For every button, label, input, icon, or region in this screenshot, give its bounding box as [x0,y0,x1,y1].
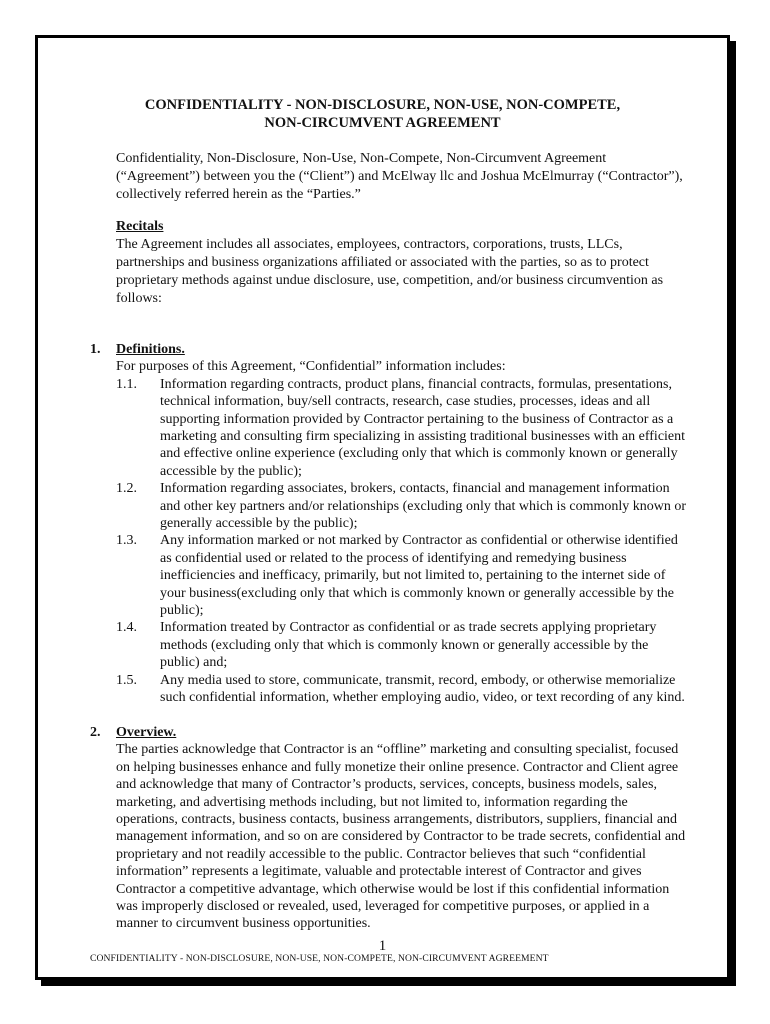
item-text: Information regarding contracts, product plans, financial contracts, formulas, presentations, technical information, buy/sell contracts, research, case studies, processes, ideas and all supporting information provided by Contractor pertaining to the business of Contractor as a marketing and consulting firm specializing in assisting traditional businesses with an efficient and effective online experience (excluding only that which is commonly known or generally accessible by the public); [160,376,686,479]
item-number: 1.2. [116,481,137,497]
page-number: 1 [378,938,387,954]
item-text: Any information marked or not marked by Contractor as confidential or otherwise identified as confidential used or related to the process of identifying and remedying business inefficiencies and inefficacy, primarily, but not limited to, pertaining to the internet side of your business(excluding only that which is commonly known or generally accessible by the public); [160,533,678,619]
list-item [116,672,688,707]
recitals-text: The Agreement includes all associates, employees, contractors, corporations, trusts, LLCs, partnerships and business organizations affiliated or associated with the parties, so as to protect proprietary methods against undue disclosure, use, competition, and/or business circumvention as follows: [116,237,664,306]
item-number: 1.4. [116,620,137,636]
intro-paragraph: Confidentiality, Non-Disclosure, Non-Use, Non-Compete, Non-Circumvent Agreement (“Agreement”) between you the (“Client”) and McElway llc and Joshua McElmurray (“Contractor”), collectively referred herein as the “Parties.” [116,151,683,202]
recitals-heading: Recitals [116,219,164,234]
item-number: 1.3. [116,533,137,549]
section-number: 2. [90,725,101,740]
section-number: 1. [90,342,101,357]
list-item [116,480,688,532]
section-body: The parties acknowledge that Contractor is an “offline” marketing and consulting specialist, focused on helping businesses enhance and fully monetize their online presence. Contractor and Client agree and acknowledge that many of Contractor’s products, services, concepts, business models, sales, marketing, and advertising methods including, but not limited to, information regarding the operations, contracts, business contacts, business arrangements, distributors, suppliers, financial and management information, and so on are considered by Contractor to be trade secrets, confidential and proprietary and not readily accessible to the public. Contractor believes that such “confidential information” represents a legitimate, valuable and protectable interest of Contractor and gives Contractor a competitive advantage, which otherwise would be lost if this confidential information was improperly disclosed or revealed, used, leveraged for competitive purposes, or applied in a manner to circumvent business opportunities. [116,742,686,932]
item-text: Information regarding associates, brokers, contacts, financial and management information and other key partners and/or relationships (excluding only that which is commonly known or generally accessible by the public); [160,481,687,532]
list-item [116,376,688,480]
item-number: 1.1. [116,376,137,392]
item-text: Any media used to store, communicate, transmit, record, embody, or otherwise memorialize such confidential information, whether employing audio, video, or text recording of any kind. [160,672,685,706]
item-text: Information treated by Contractor as confidential or as trade secrets applying proprietary methods (excluding only that which is commonly known or generally accessible by the public) and; [160,620,657,671]
recitals-section [116,218,686,308]
section-title: Overview. [116,725,177,740]
section-lead: For purposes of this Agreement, “Confidential” information includes: [116,359,506,375]
title-line-2: NON-CIRCUMVENT AGREEMENT [264,115,501,131]
list-item [116,619,688,671]
list-item [116,532,688,619]
item-number: 1.5. [116,672,137,688]
section-title: Definitions. [116,342,185,357]
page-footer: CONFIDENTIALITY - NON-DISCLOSURE, NON-USE, NON-COMPETE, NON-CIRCUMVENT AGREEMENT [90,953,549,964]
section-body [116,358,688,706]
document-title [38,96,727,132]
document-page [35,35,730,980]
title-line-1: CONFIDENTIALITY - NON-DISCLOSURE, NON-USE, NON-COMPETE, [144,97,621,113]
